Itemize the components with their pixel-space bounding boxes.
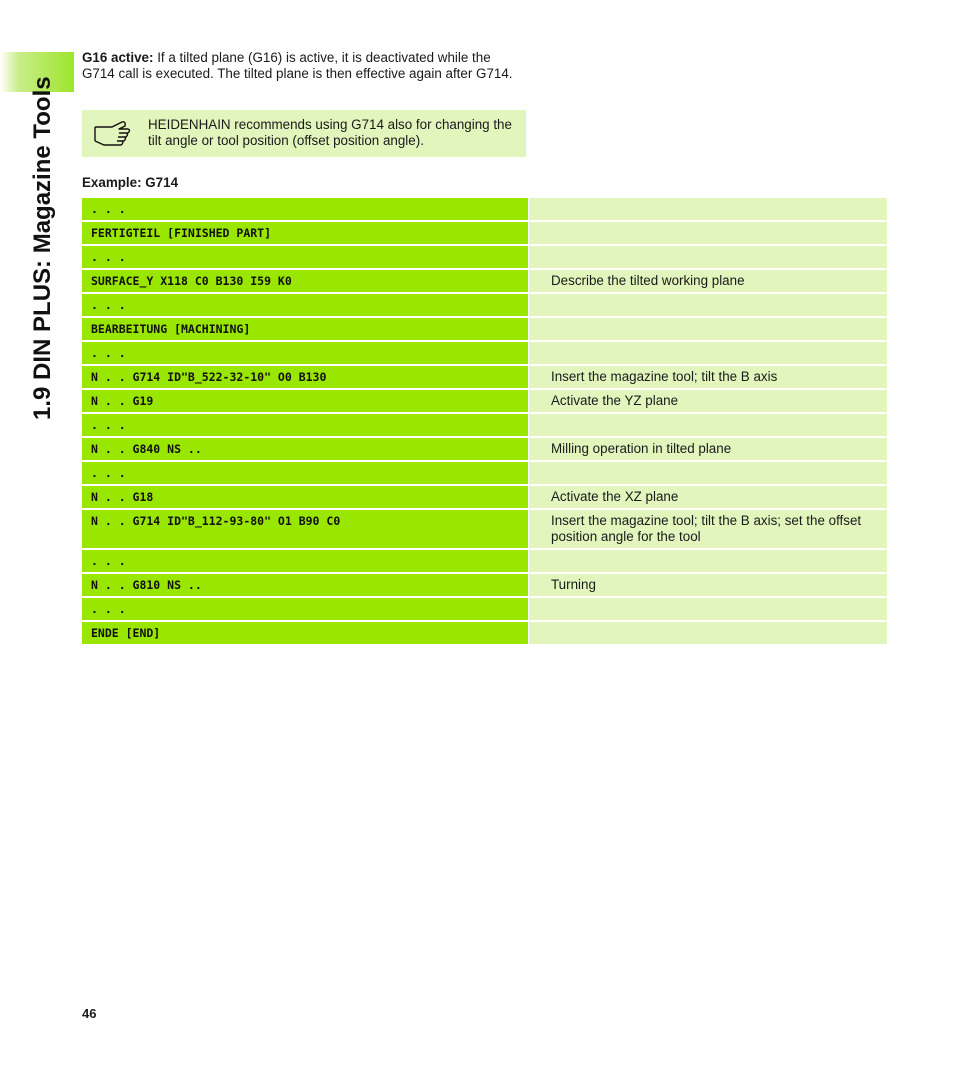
description-cell: Activate the YZ plane [529, 390, 887, 412]
code-cell: N . . G714 ID"B_112-93-80" O1 B90 C0 [82, 510, 528, 548]
chapter-title: 1.9 DIN PLUS: Magazine Tools [29, 76, 56, 420]
table-row [82, 222, 887, 244]
code-cell: N . . G810 NS .. [82, 574, 528, 596]
table-row [82, 198, 887, 220]
code-cell: . . . [82, 294, 528, 316]
description-cell [529, 222, 887, 244]
code-cell: N . . G714 ID"B_522-32-10" O0 B130 [82, 366, 528, 388]
table-row [82, 574, 887, 596]
table-row [82, 550, 887, 572]
table-row [82, 246, 887, 268]
code-cell: N . . G840 NS .. [82, 438, 528, 460]
example-table [82, 198, 887, 646]
table-row [82, 342, 887, 364]
description-cell [529, 198, 887, 220]
description-cell [529, 622, 887, 644]
description-cell [529, 598, 887, 620]
table-row [82, 486, 887, 508]
code-cell: BEARBEITUNG [MACHINING] [82, 318, 528, 340]
description-cell [529, 414, 887, 436]
description-cell: Insert the magazine tool; tilt the B axis; set the offset position angle for the tool [529, 510, 887, 548]
code-cell: . . . [82, 198, 528, 220]
intro-label: G16 active: [82, 50, 154, 65]
description-cell [529, 318, 887, 340]
description-cell: Turning [529, 574, 887, 596]
description-cell [529, 294, 887, 316]
description-cell [529, 550, 887, 572]
table-row [82, 390, 887, 412]
intro-text: If a tilted plane (G16) is active, it is deactivated while the G714 call is executed. The tilted plane is then effective again after G714. [82, 50, 513, 81]
table-row [82, 462, 887, 484]
code-cell: . . . [82, 342, 528, 364]
code-cell: FERTIGTEIL [FINISHED PART] [82, 222, 528, 244]
description-cell: Activate the XZ plane [529, 486, 887, 508]
note-box [82, 110, 526, 157]
table-row [82, 270, 887, 292]
table-row [82, 366, 887, 388]
page-number: 46 [82, 1006, 97, 1021]
description-cell [529, 342, 887, 364]
note-text: HEIDENHAIN recommends using G714 also for changing the tilt angle or tool position (offset position angle). [148, 117, 512, 148]
code-cell: . . . [82, 550, 528, 572]
code-cell: N . . G19 [82, 390, 528, 412]
description-cell [529, 246, 887, 268]
table-row [82, 438, 887, 460]
code-cell: N . . G18 [82, 486, 528, 508]
code-cell: ENDE [END] [82, 622, 528, 644]
table-row [82, 294, 887, 316]
table-row [82, 510, 887, 548]
table-row [82, 622, 887, 644]
table-row [82, 598, 887, 620]
code-cell: . . . [82, 246, 528, 268]
description-cell [529, 462, 887, 484]
code-cell: . . . [82, 462, 528, 484]
code-cell: . . . [82, 598, 528, 620]
code-cell: . . . [82, 414, 528, 436]
description-cell: Milling operation in tilted plane [529, 438, 887, 460]
table-row [82, 414, 887, 436]
table-row [82, 318, 887, 340]
description-cell: Insert the magazine tool; tilt the B axis [529, 366, 887, 388]
pointing-hand-icon [92, 118, 132, 148]
code-cell: SURFACE_Y X118 C0 B130 I59 K0 [82, 270, 528, 292]
example-heading: Example: G714 [82, 175, 179, 190]
description-cell: Describe the tilted working plane [529, 270, 887, 292]
intro-paragraph [82, 50, 526, 82]
